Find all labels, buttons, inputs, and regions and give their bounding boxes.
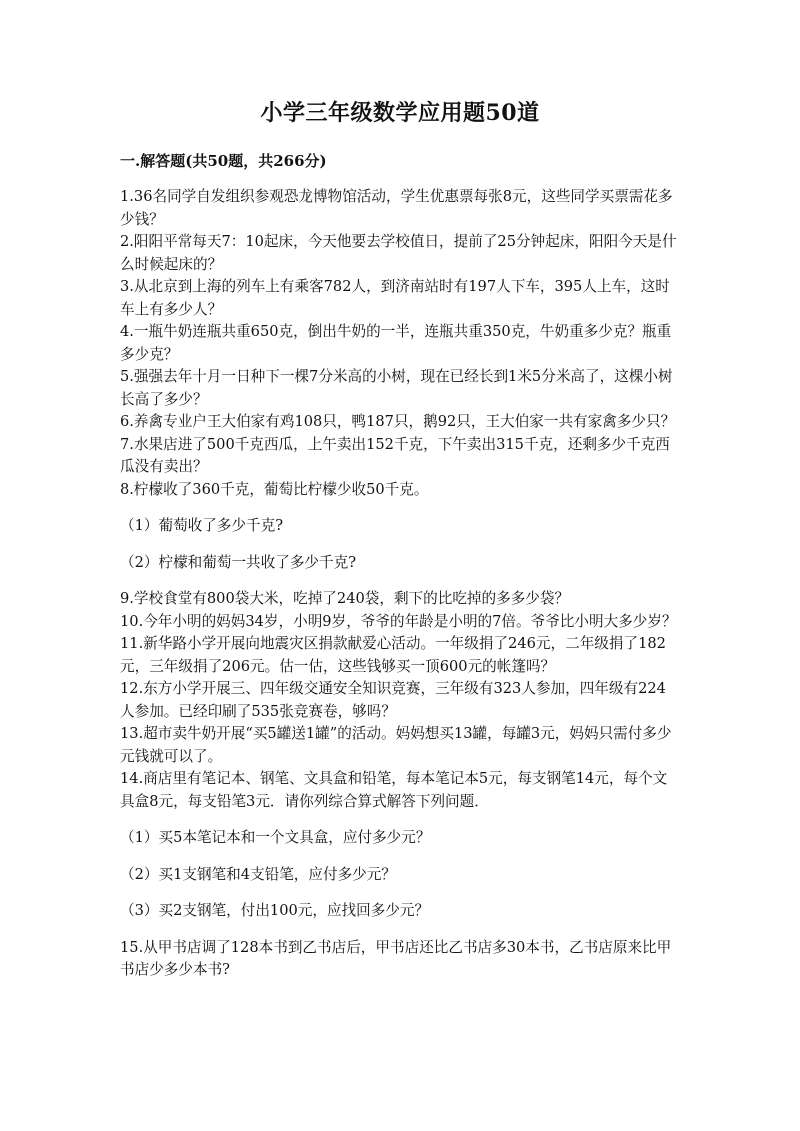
question-8-sub-2: （2）柠檬和葡萄一共收了多少千克?	[120, 553, 357, 571]
question-5: 5.强强去年十月一日种下一棵7分米高的小树，现在已经长到1米5分米高了，这棵小树长高了多少？	[120, 368, 673, 408]
question-14-sub-1: （1）买5本笔记本和一个文具盒，应付多少元？	[120, 829, 431, 846]
section-heading: 一.解答题(共50题，共266分)	[120, 152, 327, 170]
question-8: 8.柠檬收了360千克，葡萄比柠檬少收50千克。	[120, 480, 429, 498]
question-14-sub-2: （2）买1支钢笔和4支铅笔，应付多少元？	[120, 865, 396, 883]
page-title: 小学三年级数学应用题50道	[260, 100, 540, 126]
question-11: 11.新华路小学开展向地震灾区捐款献爱心活动。一年级捐了246元，二年级捐了182元，三年级捐了206元。估一估，这些钱够买一顶600元的帐篷吗？	[120, 635, 666, 675]
question-9: 9.学校食堂有800袋大米，吃掉了240袋，剩下的比吃掉的多多少袋？	[120, 590, 570, 607]
question-14-sub-3: （3）买2支钢笔，付出100元，应找回多少元？	[120, 902, 430, 919]
question-2: 2.阳阳平常每天7：10起床，今天他要去学校值日，提前了25分钟起床，阳阳今天是什么时候起床的？	[120, 233, 677, 273]
question-list	[120, 186, 680, 982]
question-14: 14.商店里有笔记本、钢笔、文具盒和铅笔，每本笔记本5元，每支钢笔14元，每个文具盒8元，每支铅笔3元．请你列综合算式解答下列问题．	[120, 770, 668, 810]
question-13: 13.超市卖牛奶开展“买5罐送1罐”的活动。妈妈想买13罐，每罐3元，妈妈只需付多少元钱就可以了。	[120, 725, 672, 765]
question-10: 10.今年小明的妈妈34岁，小明9岁，爷爷的年龄是小明的7倍。爷爷比小明大多少岁？	[120, 612, 677, 630]
question-12: 12.东方小学开展三、四年级交通安全知识竞赛，三年级有323人参加，四年级有224人参加。已经印刷了535张竞赛卷，够吗？	[120, 680, 666, 720]
question-7: 7.水果店进了500千克西瓜，上午卖出152千克，下午卖出315千克，还剩多少千克西瓜没有卖出？	[120, 435, 670, 475]
question-4: 4.一瓶牛奶连瓶共重650克，倒出牛奶的一半，连瓶共重350克，牛奶重多少克？瓶重多少克？	[120, 323, 672, 363]
question-1: 1.36名同学自发组织参观恐龙博物馆活动，学生优惠票每张8元，这些同学买票需花多少钱？	[120, 188, 673, 228]
question-3: 3.从北京到上海的列车上有乘客782人，到济南站时有197人下车，395人上车，这时车上有多少人？	[120, 278, 670, 318]
question-6: 6.养禽专业户王大伯家有鸡108只，鸭187只，鹅92只，王大伯家一共有家禽多少只？	[120, 413, 676, 430]
question-8-sub-1: （1）葡萄收了多少千克?	[120, 517, 284, 534]
question-15: 15.从甲书店调了128本书到乙书店后，甲书店还比乙书店多30本书，乙书店原来比甲书店少多少本书?	[120, 938, 672, 978]
